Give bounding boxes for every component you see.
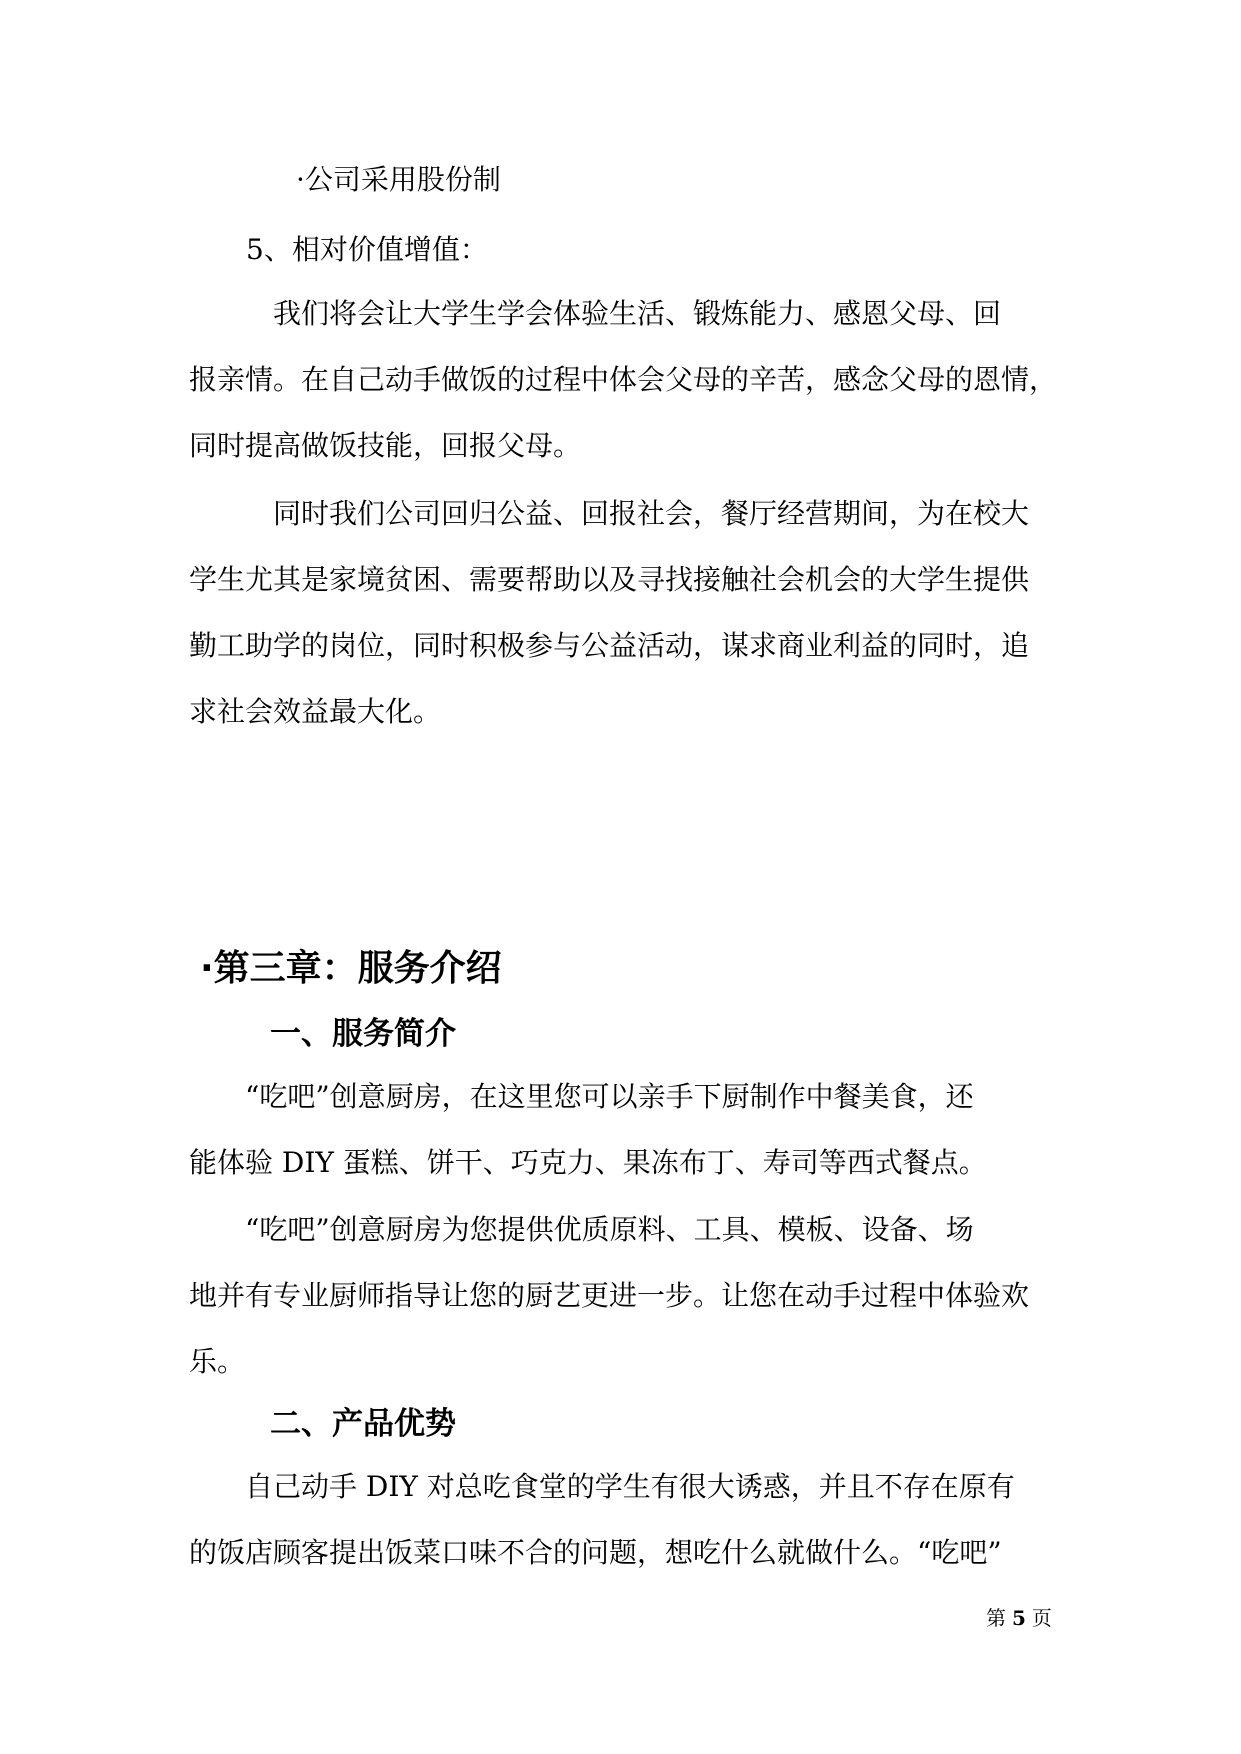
intro-paragraph-2	[189, 1197, 1055, 1395]
paragraph-line: “吃吧”创意厨房为您提供优质原料、工具、模板、设备、场	[189, 1213, 974, 1246]
page-number: 5	[1012, 1606, 1026, 1630]
paragraph-line: 学生尤其是家境贫困、需要帮助以及寻找接触社会机会的大学生提供	[189, 563, 1030, 596]
chapter-heading: ·第三章：服务介绍	[200, 948, 502, 989]
page-footer	[986, 1603, 1052, 1633]
paragraph-line: 乐。	[189, 1345, 246, 1378]
paragraph-line: 同时我们公司回归公益、回报社会，餐厅经营期间，为在校大	[189, 497, 1030, 530]
intro-paragraph-1	[189, 1064, 1055, 1196]
section-heading-service-intro: 一、服务简介	[270, 1016, 456, 1052]
value-paragraph-2	[189, 481, 1055, 745]
paragraph-line: 求社会效益最大化。	[189, 695, 442, 728]
paragraph-line: 自己动手 DIY 对总吃食堂的学生有很大诱惑，并且不存在原有	[189, 1470, 1015, 1503]
bullet-item-share-system: ·公司采用股份制	[296, 163, 501, 196]
value-added-heading: 5、相对价值增值：	[246, 233, 488, 266]
paragraph-line: “吃吧”创意厨房，在这里您可以亲手下厨制作中餐美食，还	[189, 1080, 974, 1113]
advantage-paragraph	[189, 1454, 1055, 1586]
page-label-suffix: 页	[1031, 1606, 1052, 1630]
paragraph-line: 我们将会让大学生学会体验生活、锻炼能力、感恩父母、回	[189, 297, 1002, 330]
paragraph-line: 能体验 DIY 蛋糕、饼干、巧克力、果冻布丁、寿司等西式餐点。	[189, 1146, 987, 1179]
paragraph-line: 报亲情。在自己动手做饭的过程中体会父母的辛苦，感念父母的恩情，	[189, 363, 1058, 396]
page-label-prefix: 第	[986, 1606, 1006, 1630]
section-heading-product-advantage: 二、产品优势	[270, 1406, 456, 1442]
value-paragraph-1	[189, 281, 1058, 479]
paragraph-line: 勤工助学的岗位，同时积极参与公益活动，谋求商业利益的同时，追	[189, 629, 1030, 662]
paragraph-line: 地并有专业厨师指导让您的厨艺更进一步。让您在动手过程中体验欢	[189, 1279, 1030, 1312]
paragraph-line: 的饭店顾客提出饭菜口味不合的问题，想吃什么就做什么。“吃吧”	[189, 1536, 1002, 1569]
paragraph-line: 同时提高做饭技能，回报父母。	[189, 429, 582, 462]
